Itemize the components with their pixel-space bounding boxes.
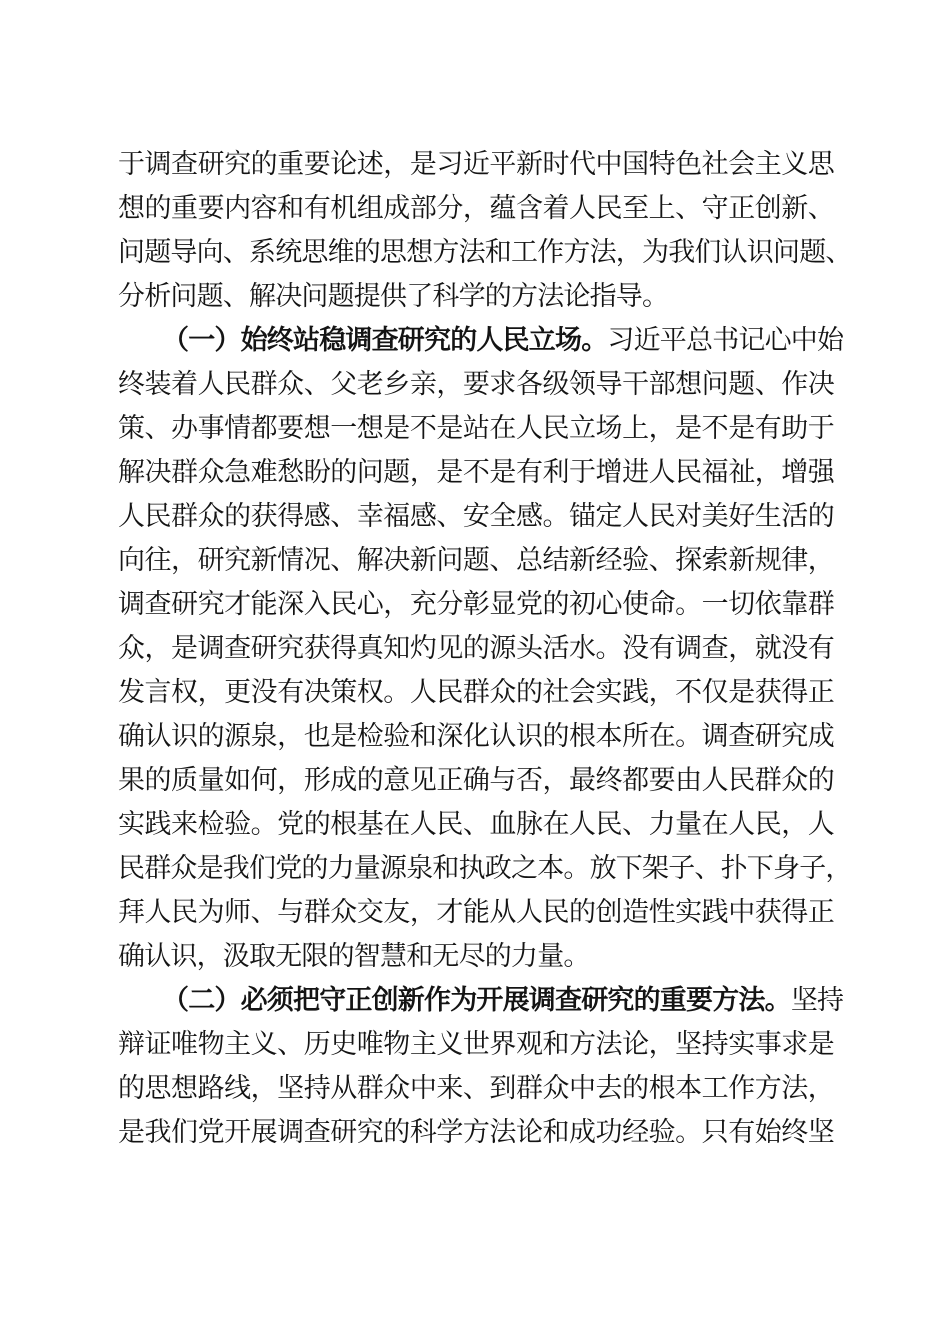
text-line: 的思想路线，坚持从群众中来、到群众中去的根本工作方法， [118, 1073, 834, 1103]
text-line: 向往，研究新情况、解决新问题、总结新经验、探索新规律， [118, 545, 834, 575]
text-line: 终装着人民群众、父老乡亲，要求各级领导干部想问题、作决 [118, 369, 834, 399]
text-line: 策、办事情都要想一想是不是站在人民立场上，是不是有助于 [118, 413, 834, 443]
text-line: 于调查研究的重要论述，是习近平新时代中国特色社会主义思 [118, 149, 834, 179]
text-line: 人民群众的获得感、幸福感、安全感。锚定人民对美好生活的 [118, 501, 834, 531]
text-line: 实践来检验。党的根基在人民、血脉在人民、力量在人民，人 [118, 809, 834, 839]
text-line: 是我们党开展调查研究的科学方法论和成功经验。只有始终坚 [118, 1117, 834, 1147]
text-line: 调查研究才能深入民心，充分彰显党的初心使命。一切依靠群 [118, 589, 834, 619]
text-line: 确认识的源泉，也是检验和深化认识的根本所在。调查研究成 [118, 721, 834, 751]
paragraph-heading: （二）必须把守正创新作为开展调查研究的重要方法。 [162, 985, 791, 1015]
text-line: 辩证唯物主义、历史唯物主义世界观和方法论，坚持实事求是 [118, 1029, 834, 1059]
text-line: 拜人民为师、与群众交友，才能从人民的创造性实践中获得正 [118, 897, 834, 927]
text-line: 想的重要内容和有机组成部分，蕴含着人民至上、守正创新、 [118, 193, 834, 223]
text-line: 确认识，汲取无限的智慧和无尽的力量。 [118, 941, 590, 971]
text-line: 众，是调查研究获得真知灼见的源头活水。没有调查，就没有 [118, 633, 834, 663]
text-line: 问题导向、系统思维的思想方法和工作方法，为我们认识问题、 [118, 237, 852, 267]
text-line: （一）始终站稳调查研究的人民立场。习近平总书记心中始 [162, 325, 844, 355]
paragraph-heading: （一）始终站稳调查研究的人民立场。 [162, 325, 608, 355]
text-line: 分析问题、解决问题提供了科学的方法论指导。 [118, 281, 669, 311]
text-line: （二）必须把守正创新作为开展调查研究的重要方法。坚持 [162, 985, 844, 1015]
text-line: 果的质量如何，形成的意见正确与否，最终都要由人民群众的 [118, 765, 834, 795]
text-block [118, 142, 852, 1154]
text-line: 民群众是我们党的力量源泉和执政之本。放下架子、扑下身子， [118, 853, 852, 883]
text-line: 解决群众急难愁盼的问题，是不是有利于增进人民福祉，增强 [118, 457, 834, 487]
text-line: 发言权，更没有决策权。人民群众的社会实践，不仅是获得正 [118, 677, 834, 707]
